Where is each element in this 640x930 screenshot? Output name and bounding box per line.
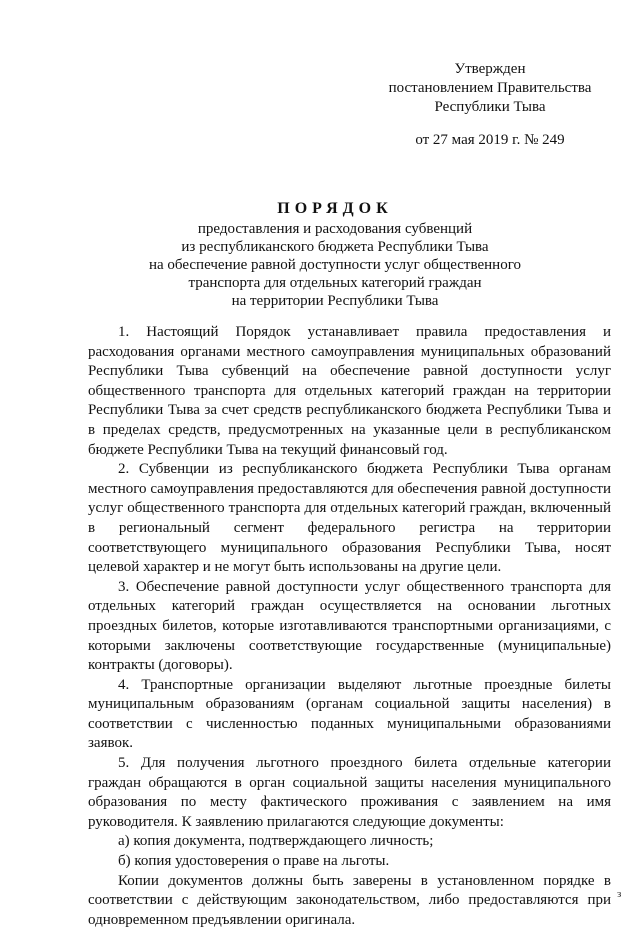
document-body xyxy=(88,323,611,930)
subtitle-line: транспорта для отдельных категорий граждан xyxy=(188,275,482,291)
list-item-a: а) копия документа, подтверждающего личность; xyxy=(118,833,434,850)
paragraph-1: 1. Настоящий Порядок устанавливает правила предоставления и расходования органами местного самоуправления муниципальных образований Республики Тыва субвенций на обеспечение равной доступности услуг общественного транспорта для отдельных категорий граждан на территории Республики Тыва за счет средств республиканского бюджета Республики Тыва и в пределах средств, предусмотренных на указанные цели в республиканском бюджете Республики Тыва на текущий финансовый год. xyxy=(88,324,611,458)
document-subtitle xyxy=(0,220,640,310)
subtitle-line: из республиканского бюджета Республики Тыва xyxy=(181,239,489,255)
subtitle-line: предоставления и расходования субвенций xyxy=(197,221,473,237)
paragraph-4: 4. Транспортные организации выделяют льготные проездные билеты муниципальным образованиям (органам социальной защиты населения) в соответствии с численностью поданных муниципальными образованиями заявок. xyxy=(88,676,611,752)
paragraph-copies: Копии документов должны быть заверены в установленном порядке в соответствии с действующим законодательством, либо предоставляются при одновременном предъявлении оригинала. xyxy=(88,872,611,928)
document-title: ПОРЯДОК xyxy=(277,200,393,217)
list-item-b: б) копия удостоверения о праве на льготы. xyxy=(118,853,390,870)
paragraph-5: 5. Для получения льготного проездного билета отдельные категории граждан обращаются в орган социальной защиты населения муниципального образования по месту фактического проживания с заявлением на имя руководителя. К заявлению прилагаются следующие документы: xyxy=(88,755,611,830)
approval-date: от 27 мая 2019 г. № 249 xyxy=(415,132,565,148)
page-mark: з xyxy=(617,888,622,900)
approval-line-1: Утвержден xyxy=(454,61,526,77)
paragraph-3: 3. Обеспечение равной доступности услуг общественного транспорта для отдельных категорий граждан осуществляется на основании льготных проездных билетов, которые изготавливаются транспортными организациями, с которыми заключены соответствующие государственные (муниципальные) контракты (договоры). xyxy=(88,578,611,674)
approval-line-2: постановлением Правительства xyxy=(388,80,592,96)
paragraph-2: 2. Субвенции из республиканского бюджета Республики Тыва органам местного самоуправления предоставляются для обеспечения равной доступности услуг общественного транспорта для отдельных категорий граждан, включенный в региональный сегмент федерального регистра на территории соответствующего муниципального образования Республики Тыва, носят целевой характер и не могут быть использованы на другие цели. xyxy=(88,461,611,576)
subtitle-line: на обеспечение равной доступности услуг общественного xyxy=(149,257,521,273)
approval-block xyxy=(380,60,600,150)
subtitle-line: на территории Республики Тыва xyxy=(231,293,439,309)
approval-line-3: Республики Тыва xyxy=(434,99,546,115)
